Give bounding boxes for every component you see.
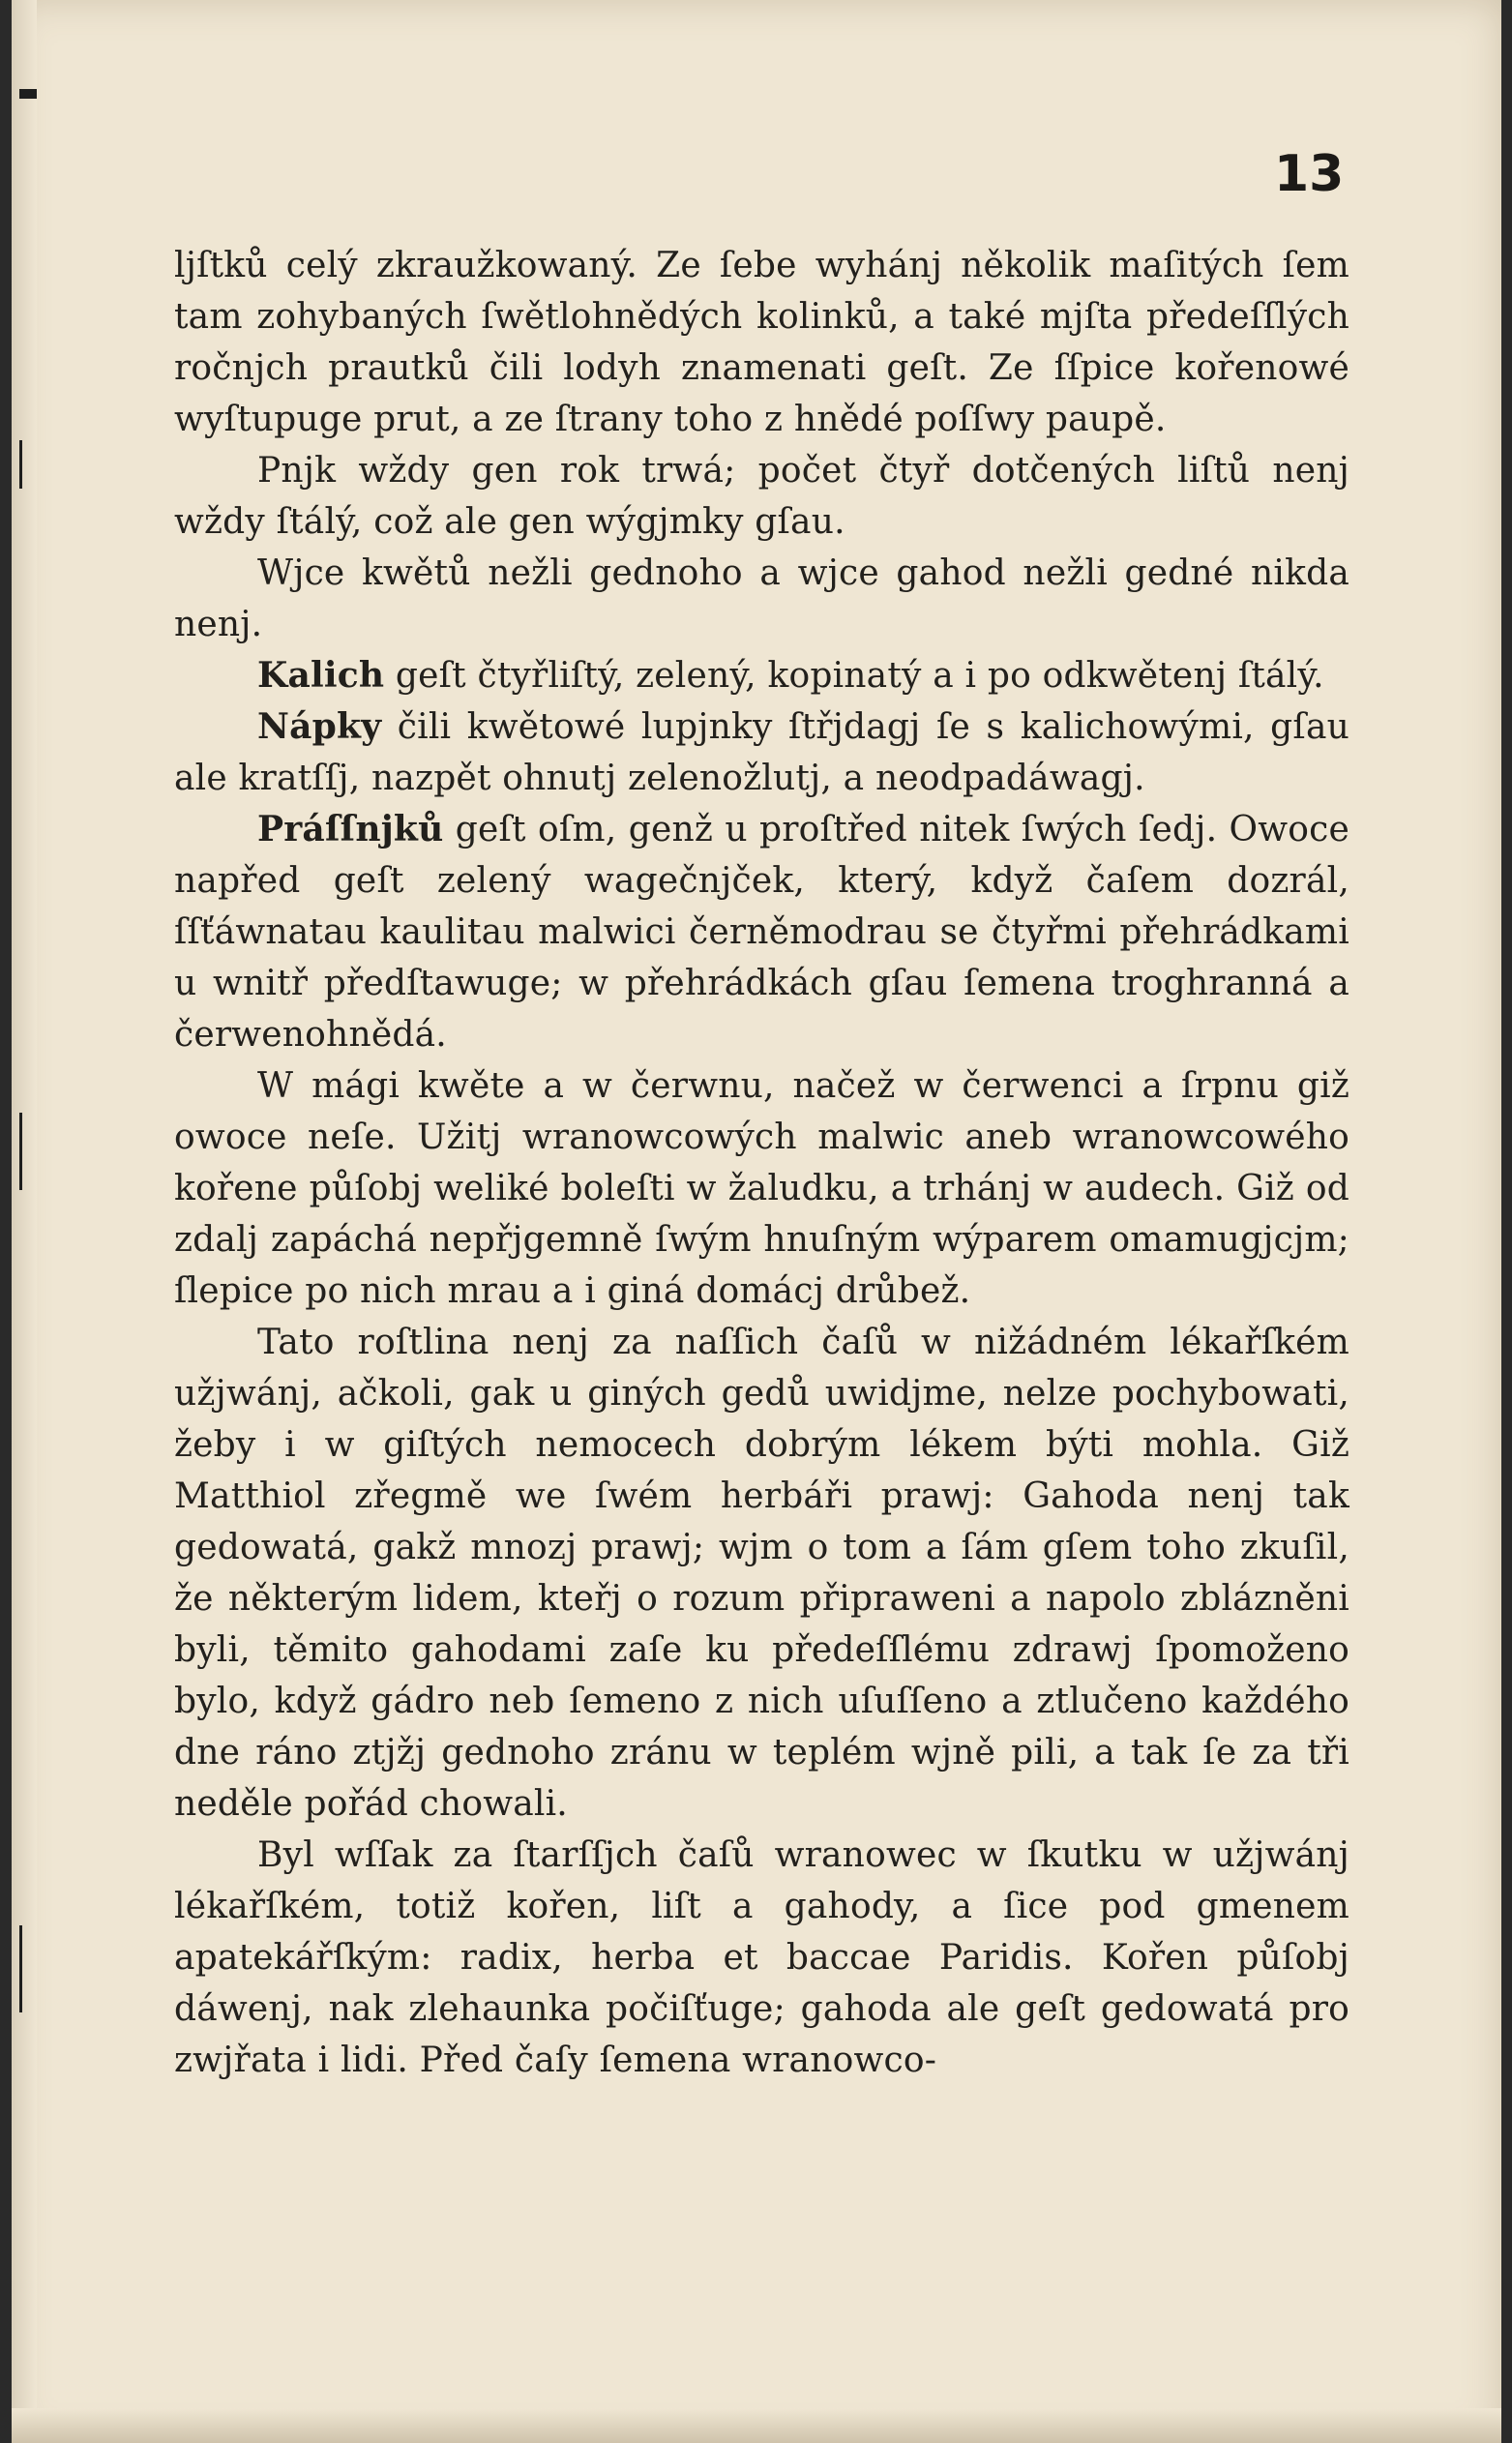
margin-mark: [19, 1925, 22, 2012]
margin-mark: [19, 1113, 22, 1190]
paragraph-calyx: Kalich geſt čtyřliſtý, zelený, kopinatý a i po odkwětenj ſtálý.: [257, 655, 1324, 696]
page-bottom-edge: [12, 2408, 1501, 2443]
binding-edge: [12, 0, 37, 2443]
paragraph-stamens: Práſſnjků geſt oſm, genž u proſtřed nitek ſwých ſedj. Owoce napřed geſt zelený wagečnjček, který, když čaſem dozrál, ſſťáwnatau kaulitau malwici černěmodrau se čtyřmi přehrádkami u wnitř předſtawuge; w přehrádkách gſau ſemena troghranná a čerwenohnědá.: [174, 809, 1349, 1055]
paragraph-historical: Byl wſſak za ſtarſſjch čaſů wranowec w ſkutku w užjwánj lékařſkém, totiž kořen, liſt a gahody, a ſice pod gmenem apatekářſkým: radix, herba et baccae Paridis. Kořen půſobj dáwenj, nak zlehaunka počiſťuge; gahoda ale geſt gedowatá pro zwjřata i lidi. Před čaſy ſemena wranowco-: [174, 1835, 1349, 2080]
paragraph-3: Wjce kwětů nežli gednoho a wjce gahod nežli gedné nikda nenj.: [174, 553, 1349, 644]
margin-mark: [19, 89, 37, 99]
book-page: [12, 0, 1501, 2443]
paragraph-petals: Nápky čili kwětowé lupjnky ſtřjdagj ſe s kalichowými, gſau ale kratſſj, nazpět ohnutj zelenožlutj, a neodpadáwagj.: [174, 706, 1349, 798]
margin-mark: [19, 440, 22, 489]
term-prassnjku: Práſſnjků: [257, 809, 444, 849]
term-napky: Nápky: [257, 706, 382, 747]
body-text: [174, 240, 1349, 2086]
paragraph-medicinal: Tato roſtlina nenj za naſſich čaſů w nižádném lékařſkém užjwánj, ačkoli, gak u giných gedů uwidjme, nelze pochybowati, žeby i w giſtých nemocech dobrým lékem býti mohla. Giž Matthiol zřegmě we ſwém herbáři prawj: Gahoda nenj tak gedowatá, gakž mnozj prawj; wjm o tom a ſám gſem toho zkuſil, že některým lidem, kteřj o rozum připraweni a napolo zblázněni byli, těmito gahodami zaſe ku předeſſlému zdrawj ſpomoženo bylo, když gádro neb ſemeno z nich uſuſſeno a ztlučeno každého dne ráno ztjžj gednoho zránu w teplém wjně pili, a tak ſe za tři neděle pořád chowali.: [174, 1323, 1349, 1824]
paragraph-flowering: W mági kwěte a w čerwnu, načež w čerwenci a ſrpnu giž owoce neſe. Užitj wranowcowých malwic aneb wranowcowého kořene půſobj weliké boleſti w žaludku, a trhánj w audech. Giž od zdalj zapáchá nepřjgemně ſwým hnuſným wýparem omamugjcjm; ſlepice po nich mrau a i giná domácj drůbež.: [174, 1066, 1349, 1311]
page-number: 13: [1274, 145, 1345, 203]
paragraph-2: Pnjk wždy gen rok trwá; počet čtyř dotčených liſtů nenj wždy ſtálý, což ale gen wýgjmky gſau.: [174, 451, 1349, 542]
paragraph-1: ljſtků celý zkraužkowaný. Ze ſebe wyhánj několik maſitých ſem tam zohybaných ſwětlohnědých kolinků, a také mjſta předeſſlých ročnjch prautků čili lodyh znamenati geſt. Ze ſſpice kořenowé wyſtupuge prut, a ze ſtrany toho z hnědé poſſwy paupě.: [174, 246, 1349, 439]
term-kalich: Kalich: [257, 655, 385, 696]
